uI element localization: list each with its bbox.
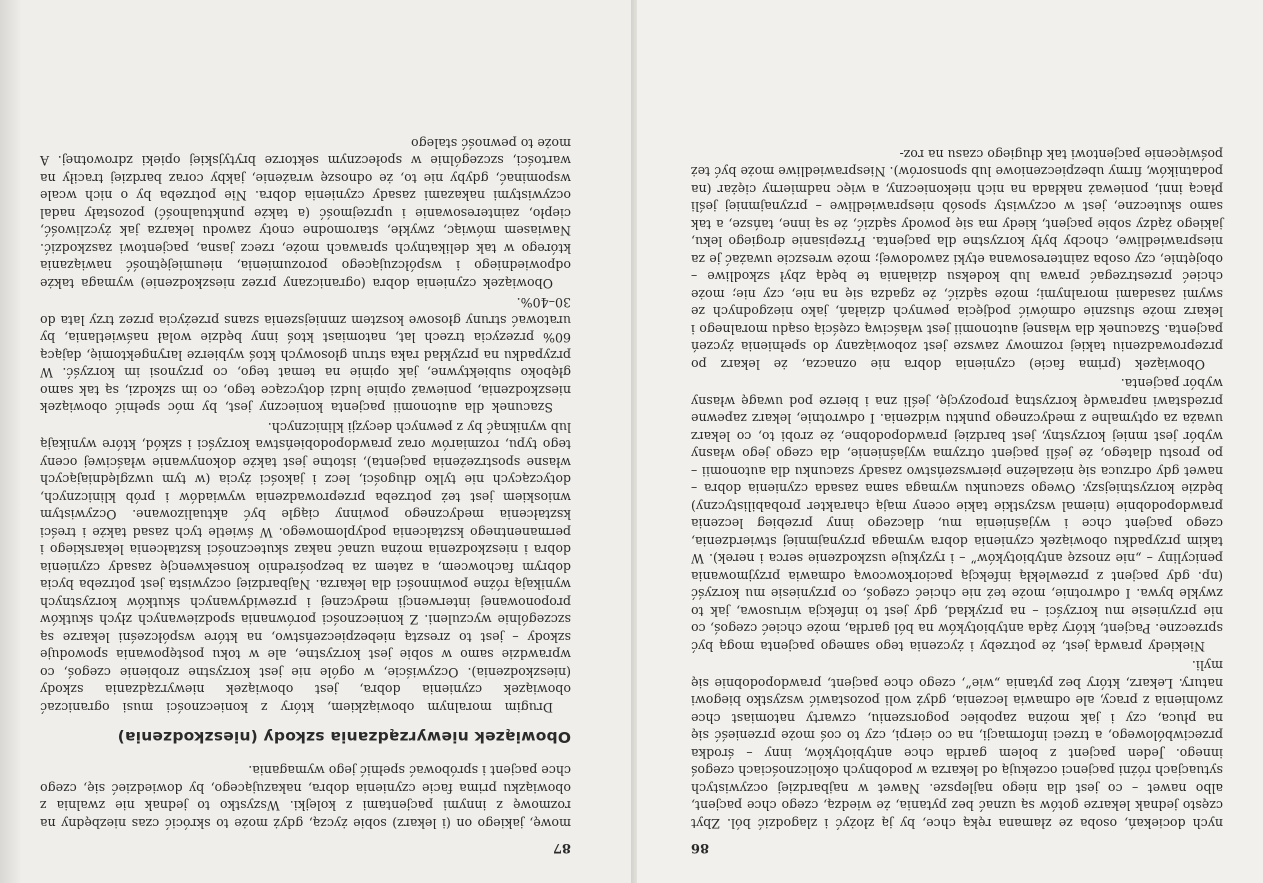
paragraph: Niekiedy prawdą jest, że potrzeby i życzenia tego samego pacjenta mogą być sprzeczne. Pacjent, który żąda antybiotyków na ból gardła, może chcieć czegoś, co nie przyniesie mu korzyści – na przykład, gdy jest to infekcja wirusowa, jak to zwykle bywa. I odwrotnie, może też nie chcieć czegoś, co przyniesie mu korzyść (np. gdy pacjent z przewlekłą infekcją paciorkowcową odmawia przyjmowania penicyliny – „nie znoszę antybiotyków” – i ryzykuje uszkodzenie serca i nerek). W takim przypadku obowiązek czynienia dobra wymaga przynajmniej stwierdzenia, czego pacjent chce i wyjaśnienia mu, dlaczego inny przebieg leczenia prawdopodobnie (niemal wszystkie takie oceny mają charakter probabilistyczny) będzie korzystniejszy. Owego szacunku wymaga sama zasada czynienia dobra – nawet gdy odrzuca się niezależne pierwszeństwo zasady szacunku dla autonomii – po prostu dlatego, że jeśli pacjent otrzyma wyjaśnienie, dla czego jego własny wybór jest mniej korzystny, jest bardziej prawdopodobne, że zrobi to, co lekarz uważa za optymalne z medycznego punktu widzenia. I odwrotnie, lekarz zapewne przedstawi naprawdę korzystną propozycję, jeśli zna i bierze pod uwagę własny wybór pacjenta. [691,376,1223,654]
page-86-body [691,146,1223,833]
paragraph: mowę, jakiego on (i lekarz) sobie życzą, gdyż może to skrócić czas niezbędny na rozmowę z innymi pacjentami z kolejki. Wszystko to jednak nie zwalnia z obowiązku prima facie czynienia dobra, nakazującego, by dowiedzieć się, czego chce pacjent i spróbować spełnić jego wymagania. [40,763,571,831]
page-edge-shadow [0,0,22,883]
paragraph: Drugim moralnym obowiązkiem, który z konieczności musi ograniczać obowiązek czynienia dobra, jest obowiązek niewyrządzania szkody (nieszkodzenia). Oczywiście, w ogóle nie jest korzystne zrobienie czegoś, co wprawdzie samo w sobie jest korzystne, ale w toku postępowania spowoduje szkody – jest to zresztą niebezpieczeństwo, na które współcześni lekarze są szczególnie wyczuleni. Z konieczności porównania spodziewanych złych skutków proponowanej interwencji medycznej i przewidywanych skutków korzystnych wynikają różne powinności dla lekarza. Najbardziej oczywista jest potrzeba bycia dobrym fachowcem, a zatem za bezpośrednio konsekwencję zasady czynienia dobra i nieszkodzenia można uznać nakaz skuteczności kształcenia lekarskiego i permanentnego kształcenia podyplomowego. W świetle tych zasad także i treści kształcenia medycznego powinny ciągle być aktualizowane. Oczywistym wnioskiem jest też potrzeba przeprowadzenia wywiadów i prób klinicznych, dotyczących nie tylko długości, lecz i jakości życia (w tym uwzględniających własne spostrzeżenia pacjenta), istotne jest także dokonywanie właściwej oceny tego typu, rozmiarów oraz prawdopodobieństwa korzyści i szkód, które wynikają lub wyniknąć by z pewnych decyzji klinicznych. [40,420,571,715]
paragraph: Obowiązek (prima facie) czynienia dobra nie oznacza, że lekarz po przeprowadzeniu takiej rozmowy zawsze jest zobowiązany do spełnienia życzeń pacjenta. Szacunek dla własnej autonomii jest właściwą częścią osądu moralnego i lekarz może słusznie odmówić podjęcia pewnych działań, jako niezgodnych ze swymi zasadami moralnymi; może sądzić, że zgadza się na nie, czy nie; może chcieć przestrzegać prawa lub kodeksu działania te będą zbył szkodliwe – obojętnie, czy osoba zainteresowana etyki zawodowej; może wreszcie uważać je za niesprawiedliwe, chocby były korzystne dla pacjenta. Przepisanie drogiego leku, jakiego żądzy sobie pacjent, kiedy ma się powody sądzić, że są inne, tańsze, a tak samo skuteczne, jest w oczywisty sposób niesprawiedliwe – przynajmniej jeśli płacą inni, ponieważ nakłada na nich niekonieczny, a więc nadmierny ciężar (na podatników, firmy ubezpieczeniowe lub sponsorów). Niesprawiedliwe może być też poświęcenie pacjentowi tak długiego czasu na roz- [691,147,1223,372]
page-86 [631,0,1263,883]
paragraph: Szacunek dla autonomii pacjenta konieczny jest, by móc spełnić obowiązek nieszkodzenia, ponieważ opinie ludzi dotyczące tego, co im szkodzi, są tak samo głęboko subiektywne, jak opinie na temat tego, co przynosi im korzyść. W przypadku na przykład raka strun głosowych ktoś wybierze laryngektomię, dającą 60% przezycia trzech lat, natomiast ktoś inny będzie wolał naświetlania, by uratować struny głosowe kosztem zmniejszenia szans przeżycia przez trzy lata do 30–40%. [40,295,571,416]
page-87-body [40,135,571,833]
paragraph: Obowiązek czynienia dobra (ograniczany przez nieszkodzenie) wymaga także odpowiedniego i współczującego porozumienia, nieumiejętność nawiązania którego w tak delikatnych sprawach może, rzecz jasna, pacjentowi zaszkodzić. Nawiasem mówiąc, zwykłe, staromodne cnoty zawodu lekarza jak życzliwość, ciepło, zainteresowanie i uprzejmość (a także punktualność) pozostały nadal oczywistymi nakazami zasady czynienia dobra. Nie potrzeba by o nich wcale wspominać, gdyby nie to, że odnoszę wrażenie, jakby coraz bardziej traciły na wartości, szczególnie w społecznym sektorze brytyjskiej opieki zdrowotnej. A może to pewność stalego [40,136,571,291]
section-heading: Obowiązek niewyrządzania szkody (nieszkodzenia) [117,728,571,746]
paragraph: nych dociekań, osoba ze złamana ręką chce, by ją złożyć i zlagodzić ból. Zbyt często jednak lekarze gotów są uznać bez pytania, że wiedzą, czego chce pacjent, albo nawet – co jest dla niego najlepsze. Nawet w najbardziej oczywistych sytuacjach różni pacjenci oczekują od lekarza w podobnych okolicznościach czegoś innego. Jeden pacjent z bolem gardła chce antybiotyków, inny – środka przeciwbólowego, a trzeci informacji, na co cierpi, czy to coś może przenieść się na płuca, czy i jak można zapobiec pogorszeniu, czwarty natomiast chce zwolnienia z pracy, ale odmawia leczenia, gdyż woli pozostawić wszystko biegowi natury. Lekarz, który bez pytania „wie”, czego chce pacjent, prawdopodobnie się myli. [691,658,1223,831]
page-number: 87 [552,840,571,855]
page-number: 86 [691,840,710,855]
page-87 [0,0,631,883]
